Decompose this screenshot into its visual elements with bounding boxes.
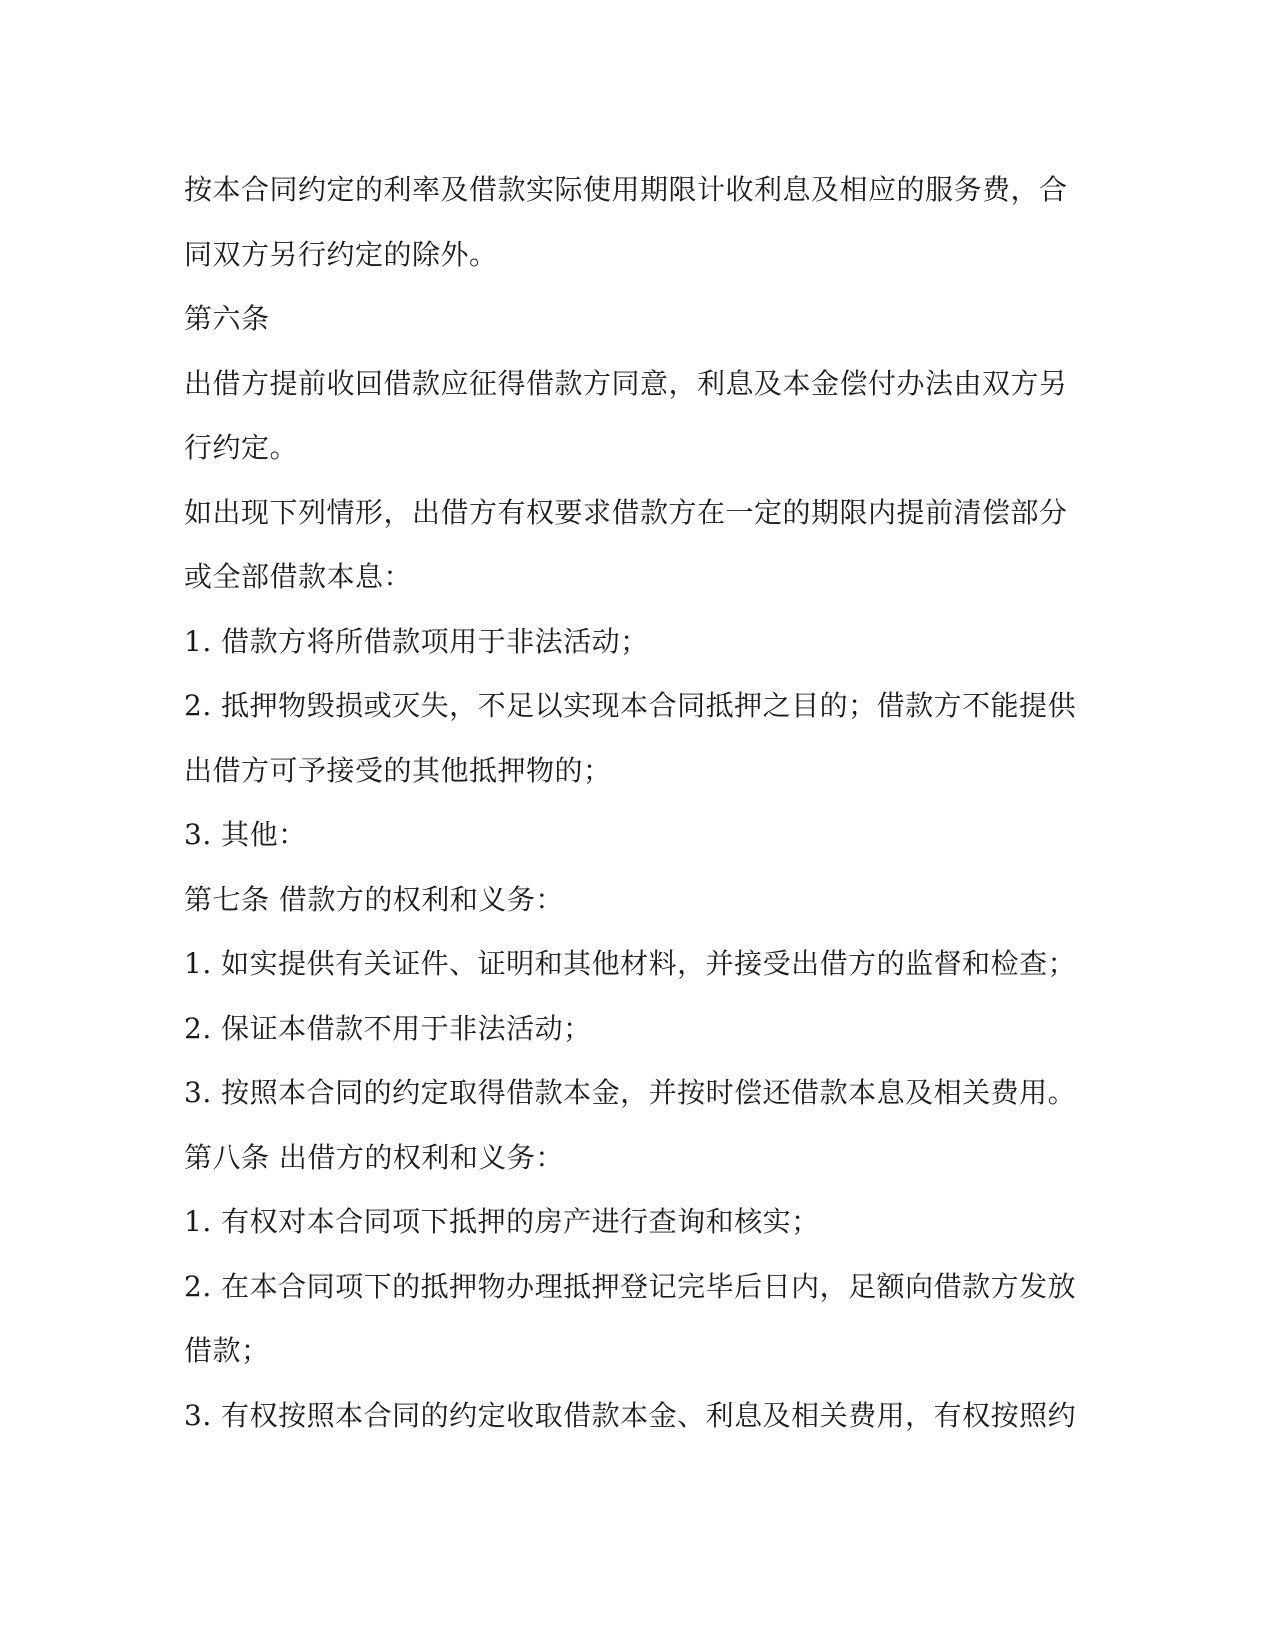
text-line: 出借方提前收回借款应征得借款方同意，利息及本金偿付办法由双方另 [184, 366, 1068, 400]
text-line: 按本合同约定的利率及借款实际使用期限计收利息及相应的服务费，合 [184, 173, 1068, 206]
list-item: 3. 其他： [184, 818, 307, 851]
text-line: 出借方可予接受的其他抵押物的； [184, 753, 612, 787]
text-line: 或全部借款本息： [184, 560, 413, 593]
text-line: 行约定。 [184, 431, 299, 464]
text-line: 同双方另行约定的除外。 [184, 237, 498, 271]
text-line: 如出现下列情形，出借方有权要求借款方在一定的期限内提前清偿部分 [184, 495, 1068, 529]
list-item: 2. 在本合同项下的抵押物办理抵押登记完毕后日内，足额向借款方发放 [184, 1269, 1077, 1303]
list-item: 2. 抵押物毁损或灭失，不足以实现本合同抵押之目的；借款方不能提供 [184, 689, 1077, 722]
list-item: 1. 有权对本合同项下抵押的房产进行查询和核实； [184, 1205, 820, 1238]
list-item: 3. 有权按照本合同的约定收取借款本金、利息及相关费用，有权按照约 [184, 1398, 1077, 1432]
list-item: 2. 保证本借款不用于非法活动； [184, 1011, 592, 1045]
article-heading: 第八条 出借方的权利和义务： [184, 1140, 564, 1174]
article-heading: 第七条 借款方的权利和义务： [184, 882, 564, 916]
article-heading: 第六条 [184, 302, 270, 335]
list-item: 1. 借款方将所借款项用于非法活动； [184, 624, 649, 658]
text-line: 借款； [184, 1334, 270, 1367]
list-item: 3. 按照本合同的约定取得借款本金，并按时偿还借款本息及相关费用。 [184, 1076, 1077, 1109]
list-item: 1. 如实提供有关证件、证明和其他材料，并接受出借方的监督和检查； [184, 947, 1077, 980]
document-body [184, 158, 1084, 1448]
